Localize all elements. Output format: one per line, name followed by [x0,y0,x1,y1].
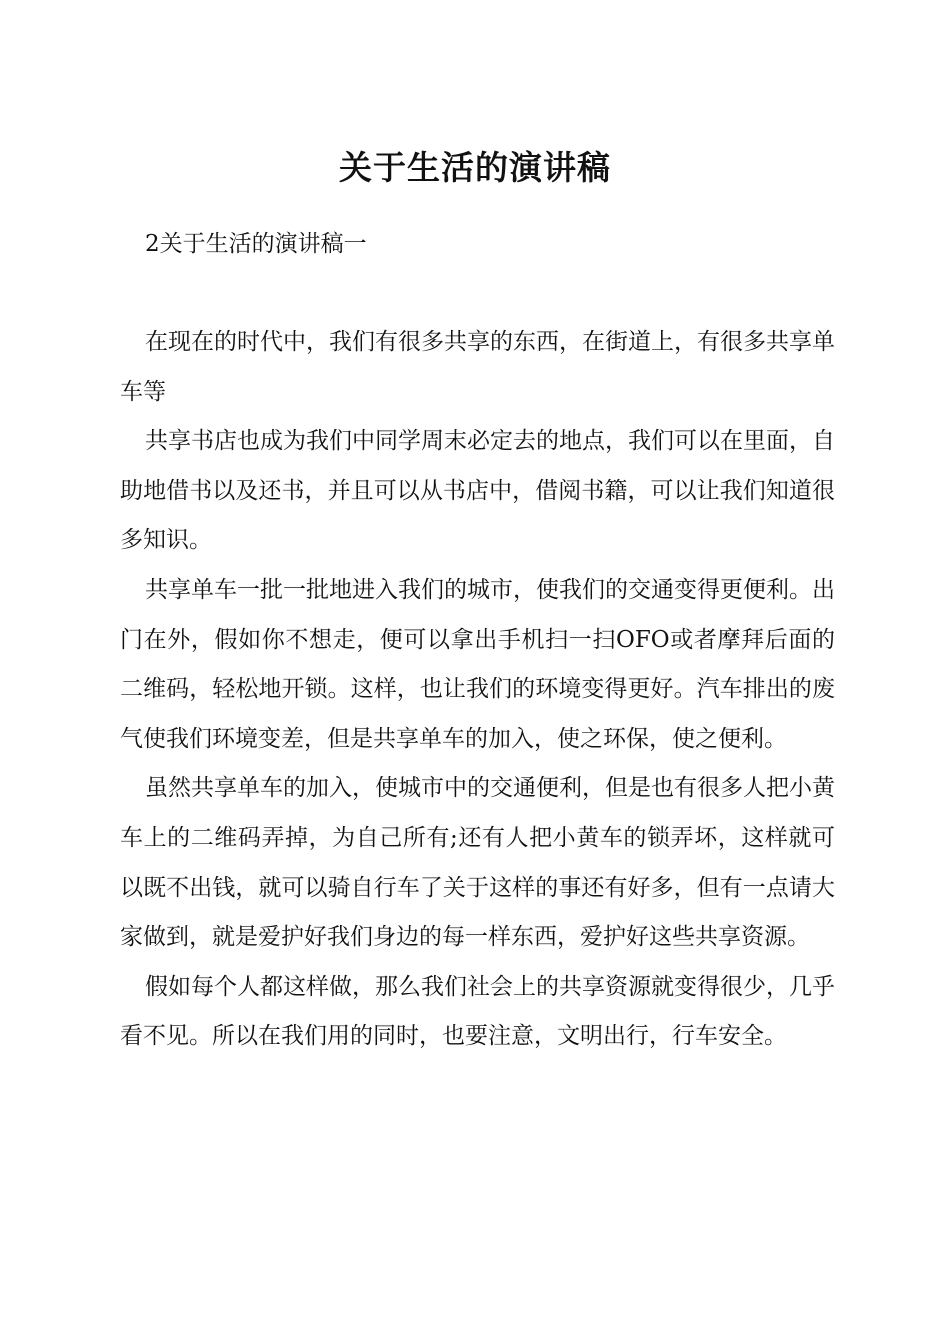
paragraph: 假如每个人都这样做，那么我们社会上的共享资源就变得很少，几乎看不见。所以在我们用的同时，也要注意，文明出行，行车安全。 [120,973,835,1050]
paragraph: 共享单车一批一批地进入我们的城市，使我们的交通变得更便利。出门在外，假如你不想走，便可以拿出手机扫一扫OFO或者摩拜后面的二维码，轻松地开锁。这样，也让我们的环境变得更好。汽车排出的废气使我们环境变差，但是共享单车的加入，使之环保，使之便利。 [120,576,835,752]
paragraph: 在现在的时代中，我们有很多共享的东西，在街道上，有很多共享单车等 [120,329,835,405]
document-body [120,318,835,1062]
paragraph: 虽然共享单车的加入，使城市中的交通便利，但是也有很多人把小黄车上的二维码弄掉，为自己所有;还有人把小黄车的锁弄坏，这样就可以既不出钱，就可以骑自行车了关于这样的事还有好多，但有一点请大家做到，就是爱护好我们身边的每一样东西，爱护好这些共享资源。 [120,775,835,951]
document-subtitle: 2关于生活的演讲稿一 [145,231,367,257]
document-title: 关于生活的演讲稿 [339,148,611,187]
paragraph: 共享书店也成为我们中同学周末必定去的地点，我们可以在里面，自助地借书以及还书，并且可以从书店中，借阅书籍，可以让我们知道很多知识。 [120,428,835,554]
